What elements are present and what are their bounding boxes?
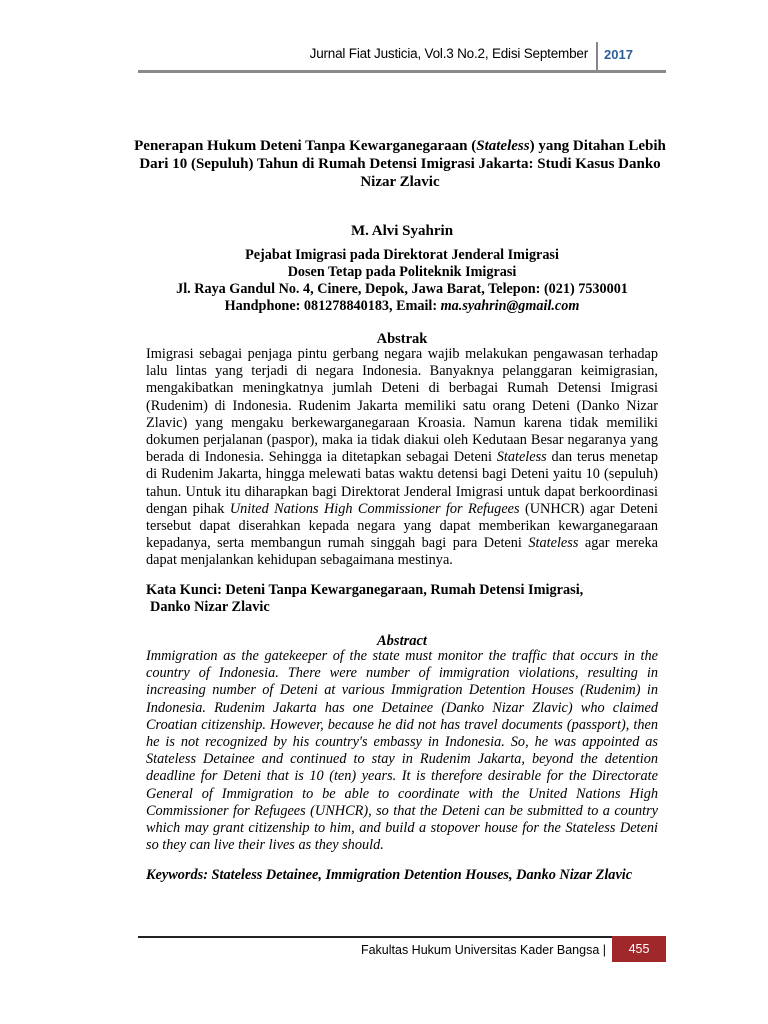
page-number: 455 [612,936,666,962]
abstrak-body [146,346,658,570]
header-rule [138,70,666,73]
abstrak-italic-3: Stateless [528,535,579,552]
author-affiliation [138,247,666,315]
footer-institution: Fakultas Hukum Universitas Kader Bangsa | [360,943,606,957]
footer-rule [138,936,666,938]
journal-year: 2017 [604,47,633,62]
abstrak-text-1: Imigrasi sebagai penjaga pintu gerbang negara wajib melakukan pengawasan terhadap lalu lintas yang terjadi di negara Indonesia. Banyaknya pelanggaran keimigrasian, mengakibatkan meningkatnya jumlah Deteni di berbagai Rumah Detensi Imigrasi (Rudenim) di Indonesia. Rudenim Jakarta memiliki satu orang Deteni (Danko Nizar Zlavic) yang mengaku berkewarganegaraan Kroasia. Namun karena tidak memiliki dokumen perjalanan (paspor), maka ia tidak diakui oleh Kedutaan Besar negaranya yang berada di Indonesia. Sehingga ia ditetapkan sebagai Deteni [146,346,658,466]
affiliation-address: Jl. Raya Gandul No. 4, Cinere, Depok, Jawa Barat, Telepon: (021) 7530001 [176,281,628,297]
affiliation-contact [138,298,666,315]
abstrak-heading: Abstrak [376,331,428,347]
email-address: ma.syahrin@gmail.com [440,298,580,314]
abstract-heading: Abstract [377,633,427,649]
title-part-1: Penerapan Hukum Deteni Tanpa Kewarganegaraan ( [134,138,477,154]
title-part-2: ) yang Ditahan Lebih Dari 10 (Sepuluh) Tahun di Rumah Detensi Imigrasi Jakarta: Studi Kasus Danko Nizar Zlavic [139,138,666,190]
abstract-body: Immigration as the gatekeeper of the state must monitor the traffic that occurs in the country of Indonesia. There were number of immigration violations, resulting in increasing number of Deteni at various Immigration Detention Houses (Rudenim) in Indonesia. Rudenim Jakarta has one Detainee (Danko Nizar Zlavic) who claimed Croatian citizenship. However, because he did not has travel documents (passport), then he is not recognized by his country's embassy in Indonesia. So, he was appointed as Stateless Detainee and continued to stay in Rudenim Jakarta, beyond the detention deadline for Deteni that is 10 (ten) years. It is therefore desirable for the Directorate General of Immigration to be able to coordinate with the United Nations High Commissioner for Refugees (UNHCR), so that the Deteni can be submitted to a country which may grant citizenship to him, and build a stopover house for the Stateless Deteni so they can live their lives as they should. [146,648,658,854]
kata-kunci-line-2: Danko Nizar Zlavic [150,599,270,615]
author-name: M. Alvi Syahrin [350,223,454,239]
keywords: Keywords: Stateless Detainee, Immigration Detention Houses, Danko Nizar Zlavic [146,867,633,883]
kata-kunci [146,582,658,616]
affiliation-line-1: Pejabat Imigrasi pada Direktorat Jenderal Imigrasi [245,247,559,263]
journal-header: Jurnal Fiat Justicia, Vol.3 No.2, Edisi September [309,46,588,61]
abstrak-text-3: (UNHCR) agar Deteni tersebut dapat diserahkan kepada negara yang dapat memberikan kewarganegaraan kepadanya, serta membangun rumah singgah bagi para Deteni [146,500,658,552]
abstrak-italic-1: Stateless [496,449,547,466]
contact-label: Handphone: 081278840183, Email: [224,298,441,314]
abstrak-text-4: agar mereka dapat menjalankan kehidupan sebagaimana mestinya. [146,535,658,569]
abstrak-italic-2: United Nations High Commissioner for Refugees [229,500,520,517]
affiliation-line-2: Dosen Tetap pada Politeknik Imigrasi [287,264,517,280]
kata-kunci-line-1: Kata Kunci: Deteni Tanpa Kewarganegaraan, Rumah Detensi Imigrasi, [146,582,584,598]
paper-title [130,137,670,191]
title-italic: Stateless [476,138,530,154]
header-divider [596,42,598,72]
abstrak-text-2: dan terus menetap di Rudenim Jakarta, hingga melewati batas waktu detensi bagi Deteni yaitu 10 (sepuluh) tahun. Untuk itu diharapkan bagi Direktorat Jenderal Imigrasi untuk dapat berkoordinasi dengan pihak [146,449,658,517]
